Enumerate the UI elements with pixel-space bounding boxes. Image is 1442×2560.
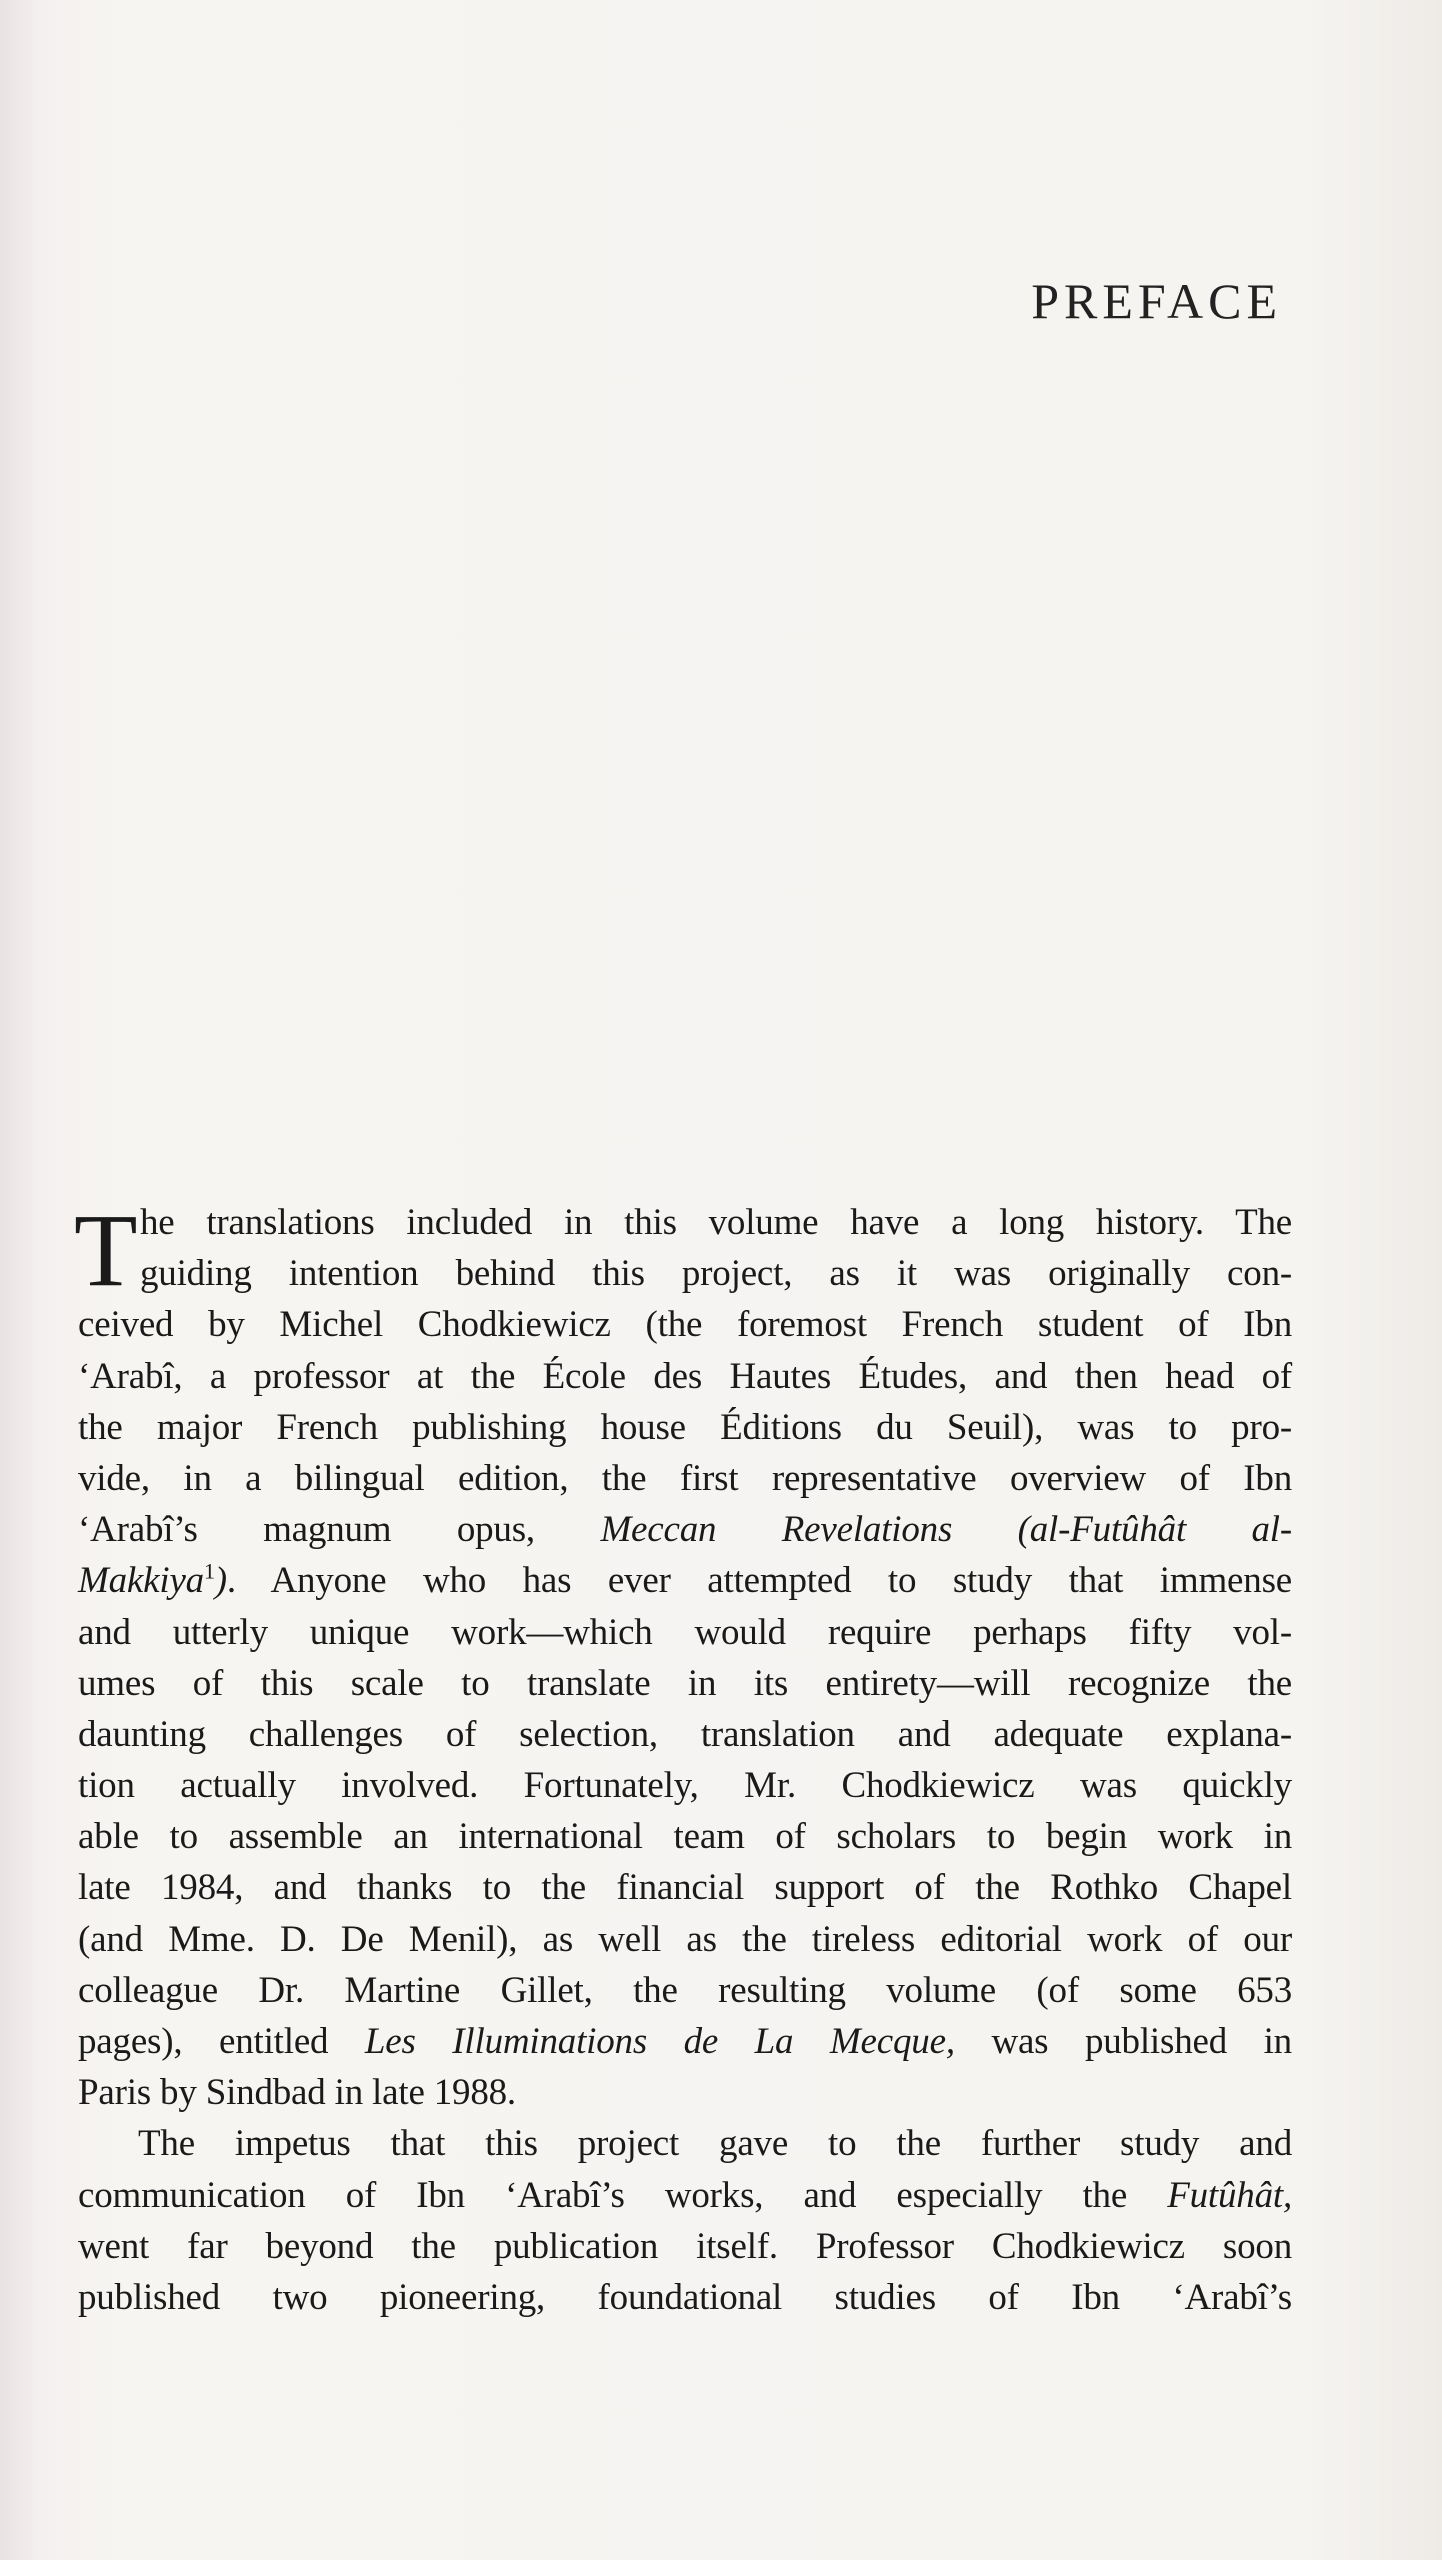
text-segment: Paris by Sindbad in late 1988. bbox=[78, 2072, 516, 2114]
text-line bbox=[78, 1914, 1292, 1965]
text-segment: ‘Arabî, a professor at the École des Hautes Études, and then head of bbox=[78, 1355, 1292, 1397]
italic-text: ) bbox=[214, 1560, 227, 1602]
text-line bbox=[78, 1402, 1292, 1453]
text-segment: colleague Dr. Martine Gillet, the resulting volume (of some 653 bbox=[78, 1969, 1292, 2011]
text-line bbox=[78, 1709, 1292, 1760]
text-segment: late 1984, and thanks to the financial support of the Rothko Chapel bbox=[78, 1867, 1292, 1909]
footnote-marker: 1 bbox=[203, 1558, 215, 1584]
italic-text: Meccan Revelations (al-Futûhât al- bbox=[600, 1509, 1292, 1551]
text-line bbox=[78, 2272, 1292, 2323]
text-segment: ‘Arabî’s magnum opus, bbox=[78, 1509, 601, 1551]
text-segment: daunting challenges of selection, translation and adequate explana- bbox=[78, 1713, 1292, 1755]
text-segment: The impetus that this project gave to the further study and bbox=[138, 2123, 1292, 2165]
text-line bbox=[78, 1658, 1292, 1709]
text-segment: the major French publishing house Éditions du Seuil), was to pro- bbox=[78, 1406, 1292, 1448]
text-line bbox=[78, 1453, 1292, 1504]
text-line bbox=[78, 2016, 1292, 2067]
text-segment: communication of Ibn ‘Arabî’s works, and especially the bbox=[78, 2174, 1168, 2216]
text-line bbox=[78, 1555, 1292, 1606]
text-segment: published two pioneering, foundational studies of Ibn ‘Arabî’s bbox=[78, 2276, 1292, 2318]
text-segment: . Anyone who has ever attempted to study that immense bbox=[226, 1560, 1292, 1602]
text-segment: and utterly unique work—which would require perhaps fifty vol- bbox=[78, 1611, 1292, 1653]
page-title: PREFACE bbox=[1031, 273, 1282, 329]
text-segment: vide, in a bilingual edition, the first representative overview of Ibn bbox=[78, 1457, 1292, 1499]
text-line bbox=[78, 2067, 1292, 2118]
text-line bbox=[78, 1862, 1292, 1913]
text-line bbox=[78, 2221, 1292, 2272]
text-line bbox=[78, 1965, 1292, 2016]
text-lines bbox=[78, 1197, 1292, 2323]
text-segment: able to assemble an international team of scholars to begin work in bbox=[78, 1816, 1292, 1858]
text-segment: guiding intention behind this project, as it was originally con- bbox=[140, 1253, 1292, 1295]
text-line bbox=[78, 2170, 1292, 2221]
text-segment: ceived by Michel Chodkiewicz (the foremost French student of Ibn bbox=[78, 1304, 1292, 1346]
text-segment: (and Mme. D. De Menil), as well as the tireless editorial work of our bbox=[78, 1918, 1292, 1960]
text-segment: he translations included in this volume have a long history. The bbox=[140, 1202, 1292, 1243]
text-line bbox=[78, 1197, 1292, 1248]
text-line bbox=[78, 2118, 1292, 2169]
text-segment: pages), entitled bbox=[78, 2021, 365, 2062]
text-segment: tion actually involved. Fortunately, Mr. Chodkiewicz was quickly bbox=[78, 1765, 1292, 1807]
text-line bbox=[78, 1760, 1292, 1811]
text-line bbox=[78, 1248, 1292, 1299]
italic-text: Makkiya bbox=[78, 1560, 204, 1602]
text-line bbox=[78, 1811, 1292, 1862]
italic-text: Les Illuminations de La Mecque, bbox=[364, 2021, 955, 2062]
text-line bbox=[78, 1351, 1292, 1402]
text-segment: went far beyond the publication itself. Professor Chodkiewicz soon bbox=[78, 2225, 1292, 2267]
text-line bbox=[78, 1299, 1292, 1350]
italic-text: Futûhât, bbox=[1167, 2174, 1292, 2216]
text-segment: was published in bbox=[954, 2021, 1292, 2062]
drop-cap: T bbox=[74, 1193, 138, 1308]
text-segment: umes of this scale to translate in its entirety—will recognize the bbox=[78, 1662, 1292, 1704]
preface-body bbox=[74, 1193, 1292, 2323]
text-line bbox=[78, 1504, 1292, 1555]
text-line bbox=[78, 1607, 1292, 1658]
